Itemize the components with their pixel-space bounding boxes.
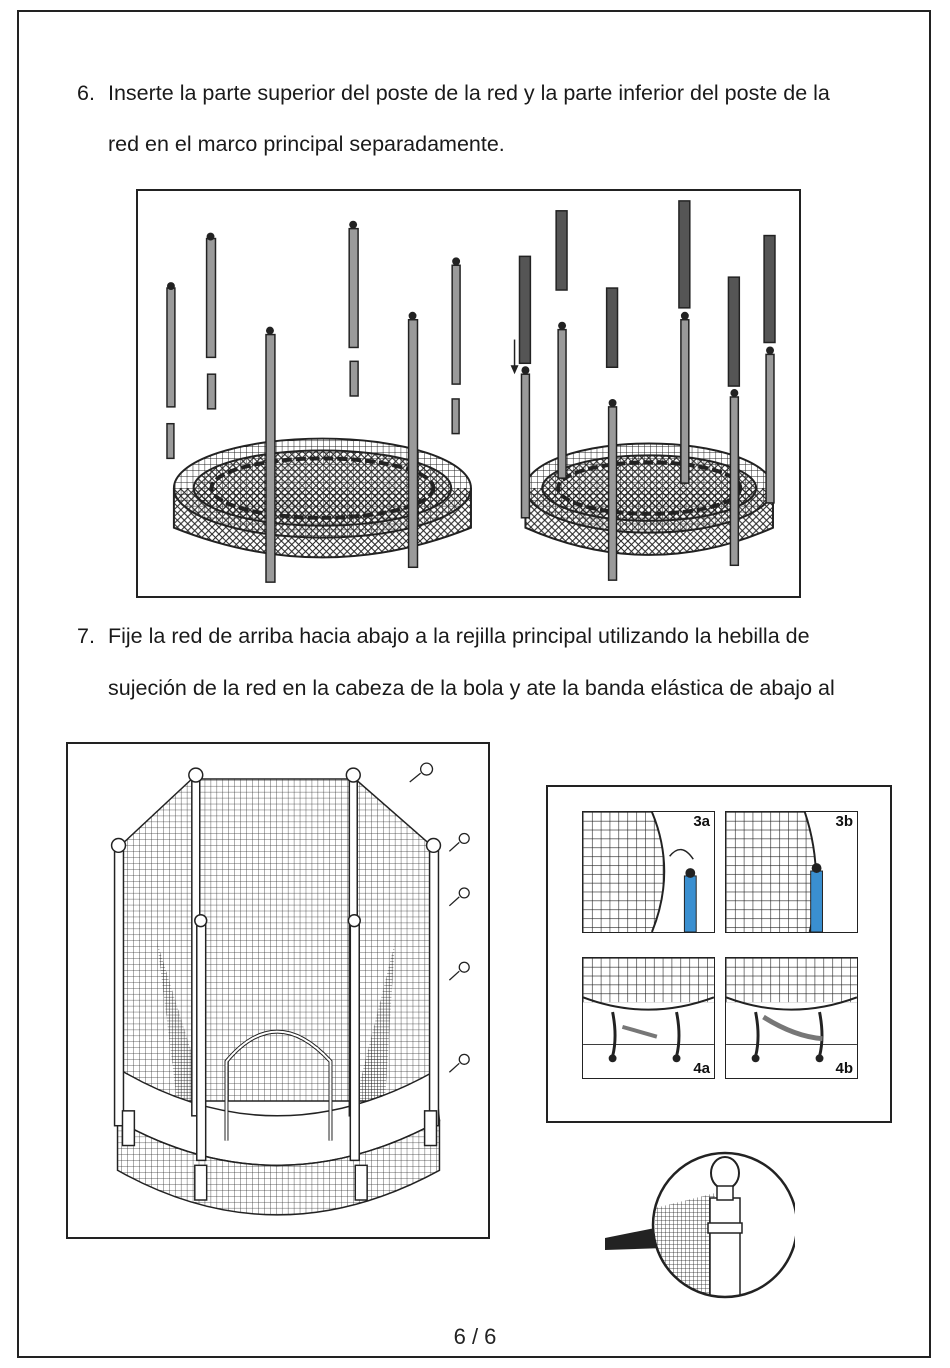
step-text-line: Inserte la parte superior del poste de la red y la parte inferior del poste de la (108, 81, 830, 105)
step-text-line: sujeción de la red en la cabeza de la bola y ate la banda elástica de abajo al (108, 676, 835, 700)
detail-panel-3b (725, 811, 858, 933)
step-text-line: red en el marco principal separadamente. (108, 132, 505, 156)
left-trampoline (167, 221, 471, 582)
figure-assembled-enclosure (66, 742, 490, 1239)
detail-panel-4a (582, 957, 715, 1079)
arrow-down-icon (511, 340, 519, 375)
step-number: 7. (77, 624, 95, 648)
detail-panel-3a (582, 811, 715, 933)
panel-label: 4a (693, 1060, 710, 1077)
panel-label: 3b (835, 813, 853, 830)
figure-detail-steps (546, 785, 892, 1123)
figure-ball-head-detail (605, 1148, 795, 1303)
right-trampoline (511, 201, 775, 580)
pole-insertion-illustration (138, 191, 799, 596)
detail-panel-4b (725, 957, 858, 1079)
enclosure-illustration (68, 744, 488, 1237)
page-number: 6 / 6 (453, 1324, 497, 1349)
panel-label: 4b (835, 1060, 853, 1077)
step-number: 6. (77, 81, 95, 105)
step-text-line: Fije la red de arriba hacia abajo a la rejilla principal utilizando la hebilla de (108, 624, 810, 648)
figure-pole-insertion (136, 189, 801, 598)
panel-label: 3a (693, 813, 710, 830)
